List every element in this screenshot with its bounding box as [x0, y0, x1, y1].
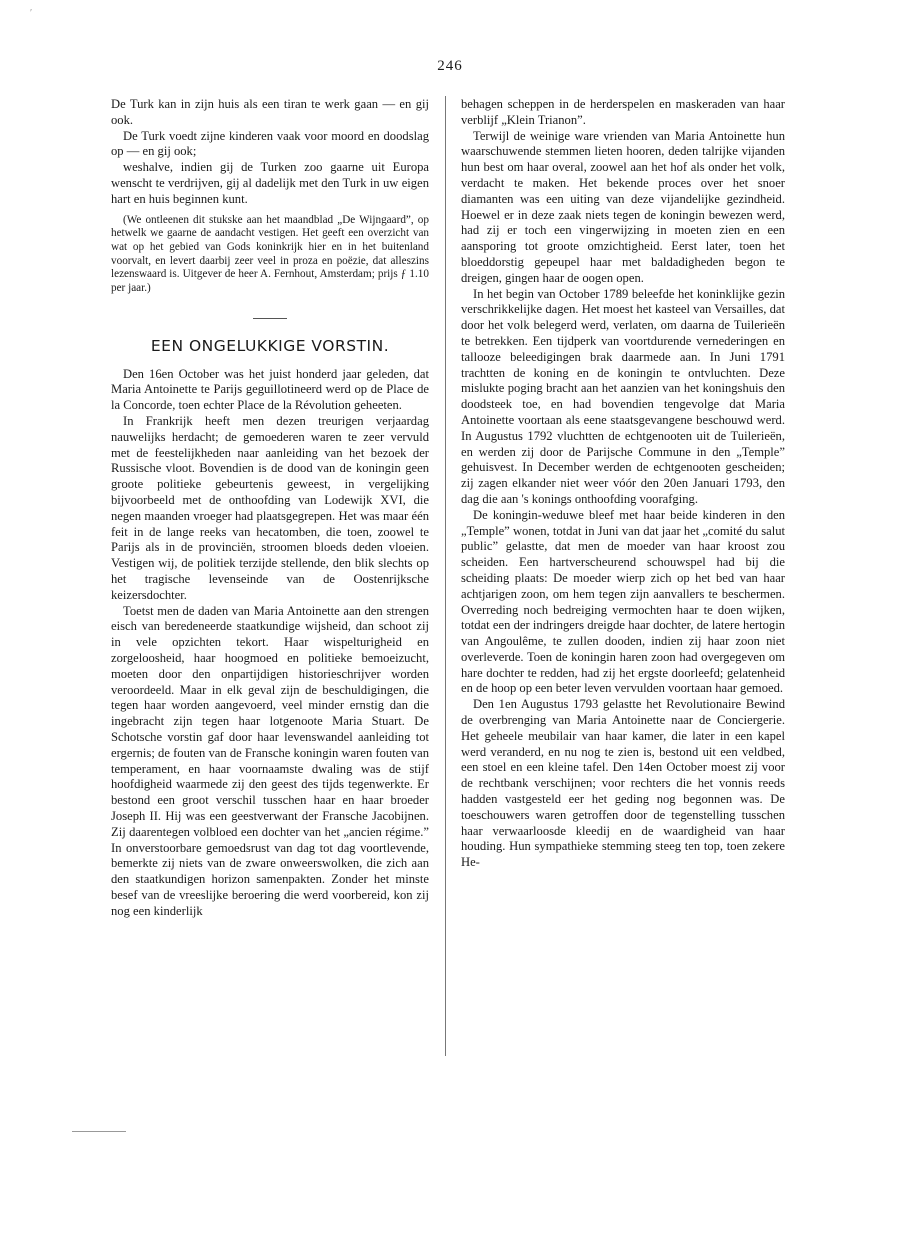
- article-title: EEN ONGELUKKIGE VORSTIN.: [150, 336, 390, 355]
- article-paragraph: Den 16en October was het juist honderd jaar geleden, dat Maria Antoinette te Parijs geguillotineerd werd op de Place de la Concorde, toen echter Place de la Révolution geheeten.: [111, 366, 429, 413]
- article-paragraph: In Frankrijk heeft men dezen treurigen verjaardag nauwelijks herdacht; de gemoederen waren te zeer vervuld met de feestelijkheden naar aanleiding van het bezoek der Russische vloot. Bovendien is de dood van de koningin geen groote politieke gebeurtenis geweest, in vergelijking bijvoorbeeld met de onthoofding van Lodewijk XVI, die negen maanden vroeger had plaatsgegrepen. Het was maar één feit in de lange reeks van hecatomben, die toen, zoowel te Parijs als in de provinciën, stroomen bloeds deden vloeien. Vestigen wij, de politiek terzijde stellende, den blik slechts op het tragische levenseinde van de Oostenrijksche keizersdochter.: [111, 413, 429, 602]
- column-divider: [445, 96, 446, 1056]
- article-paragraph: Den 1en Augustus 1793 gelastte het Revolutionaire Bewind de overbrenging van Maria Antoinette naar de Conciergerie. Het geheele meubilair van haar kamer, die later in een kapel werd veranderd, en nu nog te zien is, bestond uit een veldbed, een stoel en een kleine tafel. Den 14en October moest zij voor de rechtbank verschijnen; voor rechters die het vonnis reeds hadden vastgesteld eer het geding nog begonnen was. De toeschouwers waren getroffen door de tegenstelling tusschen haar verwaarloosde kleedij en de waardigheid van haar houding. Hun sympathieke stemming steeg ten top, toen zekere He-: [461, 697, 785, 870]
- article-paragraph: De koningin-weduwe bleef met haar beide kinderen in den „Temple” wonen, totdat in Juni van dat jaar het „comité du salut public” gelastte, dat men de moeder van haar kroost zou scheiden. Een hartverscheurend schouwspel had bij die scheiding plaats: De moeder wierp zich op het bed van haar achtjarigen zoon, om hem tegen zijn aanvallers te beschermen. Overreding noch bedreiging vermochten haar te doen wijken, totdat een der indringers dreigde haar dochter, de latere hertogin van Angoulême, te zullen dooden, indien zij haar zoon niet overleverde. Toen de koningin haren zoon had overgegeven om hare dochter te redden, had zij het ergste doorleefd; gelatenheid en de hoop op een beter leven vervulden voortaan haar gemoed.: [461, 507, 785, 696]
- intro-paragraph: weshalve, indien gij de Turken zoo gaarne uit Europa wenscht te verdrijven, gij al dadelijk met den Turk in uw eigen hart en huis beginnen kunt.: [111, 160, 429, 206]
- intro-paragraph: De Turk voedt zijne kinderen vaak voor moord en doodslag op — en gij ook;: [111, 128, 429, 159]
- right-column: [461, 97, 785, 871]
- corner-mark: ′: [30, 8, 33, 19]
- article-paragraph: In het begin van October 1789 beleefde het koninklijke gezin verschrikkelijke dagen. Het moest het kasteel van Versailles, dat door het volk belegerd werd, verlaten, om daarna de Tuilerieën te betrekken. Een tijdperk van voortdurende vernederingen en tallooze beleedigingen brak daarmede aan. In Juni 1791 trachtten de koning en de koningin te ontvluchten. Deze mislukte poging bracht aan het aanzien van het koningshuis den doodsteek toe, en had bovendien tengevolge dat Maria Antoinette voortaan als eene staatsgevangene beschouwd werd. In Augustus 1792 vluchtten de echtgenooten uit de Tuilerieën, en werden zij door de Parijsche Commune in den „Temple” gehuisvest. In December werden de echtgenooten gescheiden; zij zagen elkander niet weer vóór den 20en Januari 1793, den dag die aan 's konings onthoofding voorafging.: [461, 286, 785, 506]
- article-paragraph: behagen scheppen in de herderspelen en maskeraden van haar verblijf „Klein Trianon”.: [461, 97, 785, 127]
- left-column: [111, 97, 429, 919]
- article-paragraph: Toetst men de daden van Maria Antoinette aan den strengen eisch van beredeneerde staatkundige wijsheid, dan schoot zij in vele opzichten tekort. Haar wispelturigheid en zorgeloosheid, haar hoogmoed en politieke bemoeizucht, moeten door den onpartijdigen historieschrijver worden veroordeeld. Maar in elk geval zijn de beschuldigingen, die tegen haar worden aangevoerd, veel minder ernstig dan die ingebracht zijn tegen haar lotgenoote Maria Stuart. De Schotsche vorstin gaf door haar levenswandel aanleiding tot ergernis; de fouten van de Fransche koningin waren fouten van temperament, en haar voornaamste dwaling was de stijf hoofdigheid waarmede zij den geest des tijds tegenwerkte. Er bestond een groot verschil tusschen haar en haar broeder Joseph II. Hij was een geestverwant der Fransche Jacobijnen. Zij daarentegen volbloed een dochter van het „ancien régime.” In onverstoorbare gemoedsrust van dag tot dag voortlevende, bemerkte zij niets van de zware onweerswolken, die zich aan den staatkundigen horizon samenpakten. Zonder het minste besef van de vreeslijke beroering die werd voorbereid, kon zij nog een kinderlijk: [111, 603, 429, 918]
- footer-rule: [72, 1131, 126, 1132]
- article-paragraph: Terwijl de weinige ware vrienden van Maria Antoinette hun waarschuwende stemmen lieten hooren, deden talrijke vijanden hun best om haar overal, zoowel aan het hof als onder het volk, verdacht te maken. Het bekende proces over het snoer diamanten was een uiting van deze vijandelijke gezindheid. Hoewel er in deze zaak niets tegen de koningin bewezen werd, had zij er toch een vingerwijzing in moeten zien en een aansporing tot groote omzichtigheid. Eerst later, toen het bloeddorstig gepeupel haar met baldadigheden begon te dreigen, gingen haar de oogen open.: [461, 128, 785, 285]
- source-note: (We ontleenen dit stukske aan het maandblad „De Wijngaard”, op hetwelk we gaarne de aandacht vestigen. Het geeft een overzicht van wat op het gebied van Gods koninkrijk hier en in het buitenland voorvalt, en levert daarbij zeer veel in proza en poëzie, dat alleszins lezenswaard is. Uitgever de heer A. Fernhout, Amsterdam; prijs ƒ 1.10 per jaar.): [111, 213, 429, 295]
- intro-paragraph: De Turk kan in zijn huis als een tiran te werk gaan — en gij ook.: [111, 97, 429, 127]
- page-number: 246: [437, 58, 463, 74]
- section-divider: [253, 318, 287, 319]
